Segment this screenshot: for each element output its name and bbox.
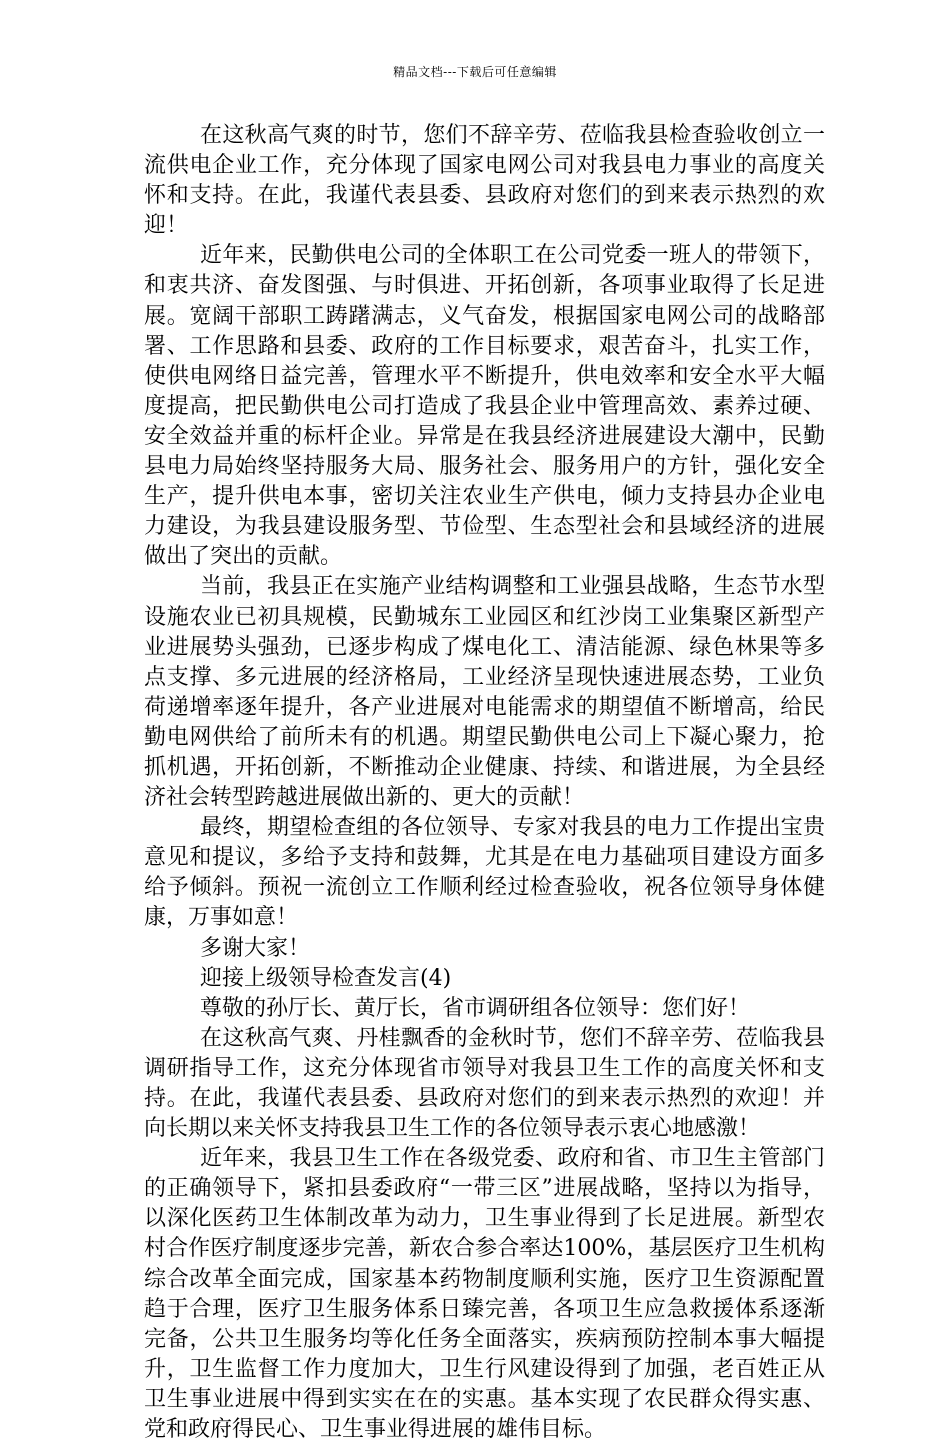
paragraph-closing: 最终，期望检查组的各位领导、专家对我县的电力工作提出宝贵意见和提议，多给予支持和鼓舞，尤其是在电力基础项目建设方面多给予倾斜。预祝一流创立工作顺利经过检查验收，祝各位领导身体健康，万事如意！ [144,815,825,931]
page-header-watermark: 精品文档---下载后可任意编辑 [393,65,557,79]
paragraph-salutation: 尊敬的孙厅长、黄厅长，省市调研组各位领导：您们好！ [200,995,751,1021]
paragraph-current-situation: 当前，我县正在实施产业结构调整和工业强县战略，生态节水型设施农业已初具规模，民勤城东工业园区和红沙岗工业集聚区新型产业进展势头强劲，已逐步构成了煤电化工、清洁能源、绿色林果等多点支撑、多元进展的经济格局，工业经济呈现快速进展态势，工业负荷递增率逐年提升，各产业进展对电能需求的期望值不断增高，给民勤电网供给了前所未有的机遇。期望民勤供电公司上下凝心聚力，抢抓机遇，开拓创新，不断推动企业健康、持续、和谐进展，为全县经济社会转型跨越进展做出新的、更大的贡献！ [144,574,825,811]
section-title: 迎接上级领导检查发言(4) [200,965,452,991]
paragraph-welcome: 在这秋高气爽的时节，您们不辞辛劳、莅临我县检查验收创立一流供电企业工作，充分体现了国家电网公司对我县电力事业的高度关怀和支持。在此，我谨代表县委、县政府对您们的到来表示热烈的欢迎！ [144,123,825,239]
paragraph-achievements: 近年来，民勤供电公司的全体职工在公司党委一班人的带领下，和衷共济、奋发图强、与时俱进、开拓创新，各项事业取得了长足进展。宽阔干部职工踌躇满志，义气奋发，根据国家电网公司的战略部署、工作思路和县委、政府的工作目标要求，艰苦奋斗，扎实工作，使供电网络日益完善，管理水平不断提升，供电效率和安全水平大幅度提高，把民勤供电公司打造成了我县企业中管理高效、素养过硬、安全效益并重的标杆企业。异常是在我县经济进展建设大潮中，民勤县电力局始终坚持服务大局、服务社会、服务用户的方针，强化安全生产，提升供电本事，密切关注农业生产供电，倾力支持县办企业电力建设，为我县建设服务型、节俭型、生态型社会和县域经济的进展做出了突出的贡献。 [144,243,825,570]
paragraph-health-progress: 近年来，我县卫生工作在各级党委、政府和省、市卫生主管部门的正确领导下，紧扣县委政府“一带三区”进展战略，坚持以为指导，以深化医药卫生体制改革为动力，卫生事业得到了长足进展。新型农村合作医疗制度逐步完善，新农合参合率达100%，基层医疗卫生机构综合改革全面完成，国家基本药物制度顺利实施，医疗卫生资源配置趋于合理，医疗卫生服务体系日臻完善，各项卫生应急救援体系逐渐完备，公共卫生服务均等化任务全面落实，疾病预防控制本事大幅提升，卫生监督工作力度加大，卫生行风建设得到了加强，老百姓正从卫生事业进展中得到实实在在的实惠。基本实现了农民群众得实惠、党和政府得民心、卫生事业得进展的雄伟目标。 [144,1146,825,1443]
paragraph-welcome-health: 在这秋高气爽、丹桂飘香的金秋时节，您们不辞辛劳、莅临我县调研指导工作，这充分体现省市领导对我县卫生工作的高度关怀和支持。在此，我谨代表县委、县政府对您们的到来表示热烈的欢迎！并向长期以来关怀支持我县卫生工作的各位领导表示衷心地感激！ [144,1025,825,1142]
document-body [144,121,825,1445]
paragraph-thanks: 多谢大家！ [200,935,311,961]
